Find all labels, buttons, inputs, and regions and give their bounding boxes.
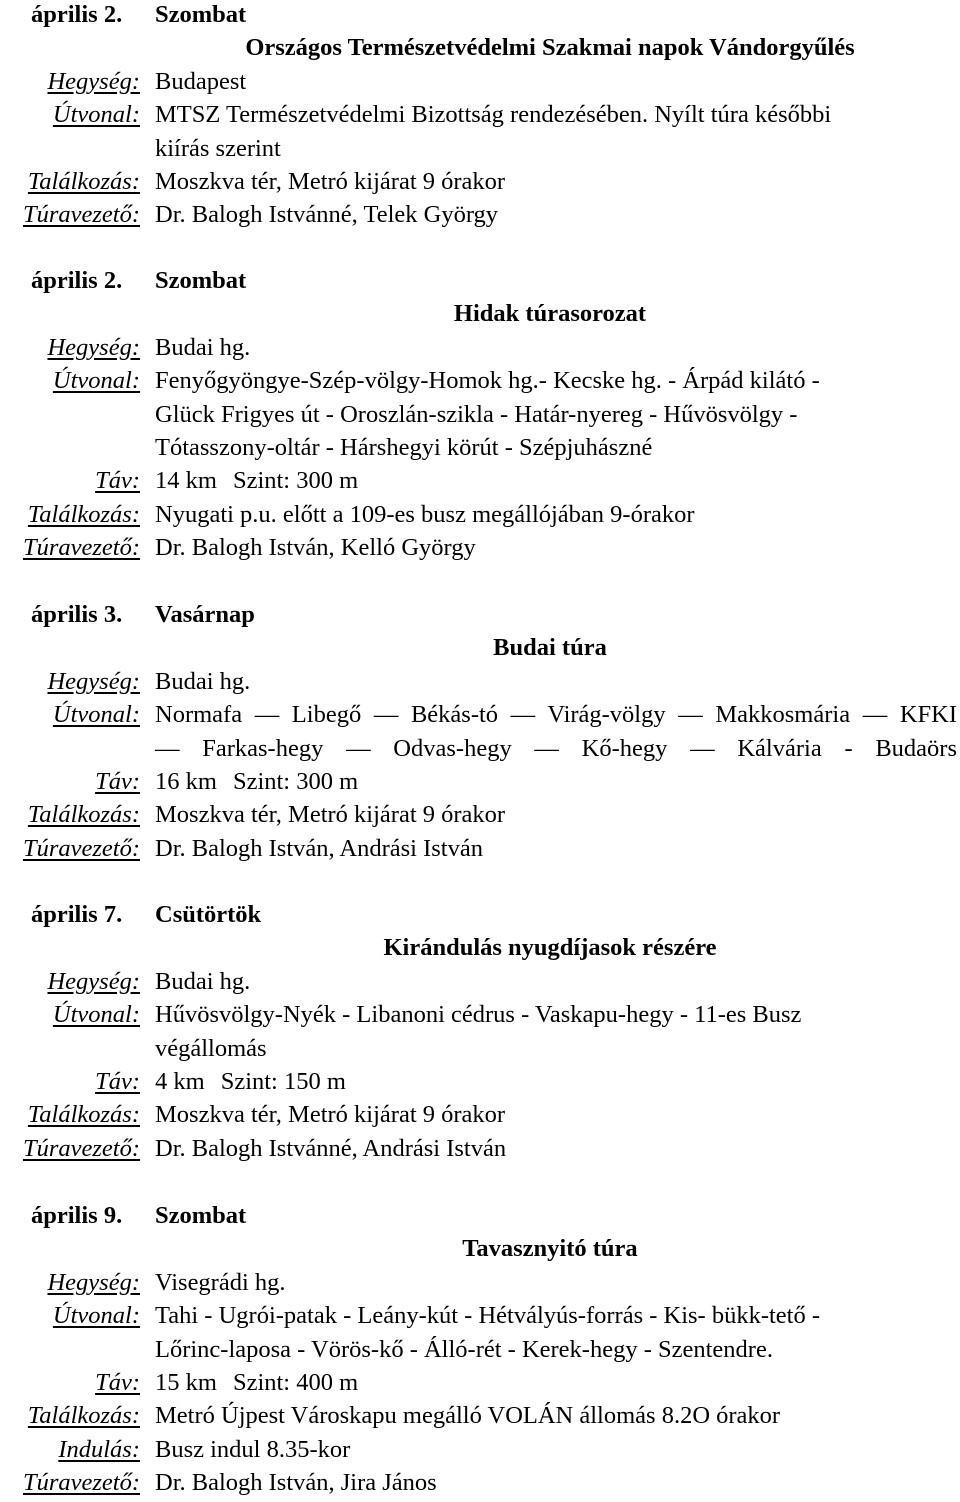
field-value: Dr. Balogh Istvánné, Andrási István [155,1134,507,1162]
field-value: Moszkva tér, Metró kijárat 9 órakor [155,801,506,829]
event-date-line [31,1201,247,1231]
event-title: Országos Természetvédelmi Szakmai napok Vándorgyűlés [245,34,855,62]
field-label: Túravezető: [22,201,140,229]
field-label: Túravezető: [22,1469,140,1497]
field-value: Visegrádi hg. [155,1268,286,1296]
field-value: Dr. Balogh Istvánné, Telek György [155,201,499,229]
elevation-level: Szint: 300 m [232,467,359,495]
event-date-line [31,266,247,296]
field-label: Találkozás: [27,168,140,195]
field-label: Hegység: [47,667,140,695]
field-label: Találkozás: [27,1402,140,1430]
field-label: Útvonal: [52,701,140,729]
event-title: Tavasznyitó túra [462,1235,638,1263]
field-label: Hegység: [47,333,140,361]
event-weekday: Vasárnap [155,601,255,628]
field-value: Normafa — Libegő — Békás-tó — Virág-völgy — Makkosmária — KFKI [155,701,957,729]
field-value: Budai hg. [155,667,251,695]
field-value: Tótasszony-oltár - Hárshegyi körút - Szépjuhászné [155,434,653,461]
event-date-line [31,900,262,930]
field-label: Találkozás: [27,1101,140,1129]
event-weekday: Szombat [155,1,247,28]
field-label: Táv: [95,1369,140,1396]
field-label: Indulás: [58,1435,140,1463]
field-label: Túravezető: [22,834,140,862]
field-value: Budai hg. [155,333,251,361]
event-date-line [31,0,247,30]
field-value: Moszkva tér, Metró kijárat 9 órakor [155,1101,506,1129]
field-value: Moszkva tér, Metró kijárat 9 órakor [155,168,506,195]
event-date-line [31,600,255,630]
event-weekday: Csütörtök [155,901,262,928]
field-value: Budai hg. [155,967,251,995]
field-value: Dr. Balogh István, Kelló György [155,534,476,562]
field-value: Fenyőgyöngye-Szép-völgy-Homok hg.- Kecske hg. - Árpád kilátó - [155,367,820,395]
field-label: Túravezető: [22,1134,140,1162]
field-value: kiírás szerint [155,134,281,162]
field-label: Túravezető: [22,534,140,562]
field-label: Útvonal: [52,1001,140,1029]
event-weekday: Szombat [155,267,247,294]
field-label: Táv: [95,768,140,795]
elevation-level: Szint: 300 m [232,768,359,795]
field-label: Táv: [95,1068,140,1095]
event-date: április 7. [31,901,123,928]
field-label: Útvonal: [52,1302,140,1330]
field-value: Dr. Balogh István, Jira János [155,1469,437,1497]
field-value: Lőrinc-laposa - Vörös-kő - Álló-rét - Kerek-hegy - Szentendre. [155,1335,773,1363]
field-label: Útvonal: [52,101,140,129]
field-value: Glück Frigyes út - Oroszlán-szikla - Határ-nyereg - Hűvösvölgy - [155,400,798,428]
distance-km: 14 km [155,467,217,495]
elevation-level: Szint: 150 m [220,1068,346,1095]
field-label: Útvonal: [52,367,140,395]
field-value: Tahi - Ugrói-patak - Leány-kút - Hétvályús-forrás - Kis- bükk-tető - [155,1302,821,1330]
event-date: április 3. [31,601,123,628]
distance-km: 15 km [155,1369,217,1396]
distance-value [155,1067,346,1097]
field-value: — Farkas-hegy — Odvas-hegy — Kő-hegy — Kálvária - Budaörs [155,734,957,762]
field-label: Találkozás: [27,801,140,829]
distance-km: 16 km [155,768,217,795]
field-label: Hegység: [47,67,140,95]
field-value: Nyugati p.u. előtt a 109-es busz megállójában 9-órakor [155,500,695,528]
field-value: Hűvösvölgy-Nyék - Libanoni cédrus - Vaskapu-hegy - 11-es Busz [155,1001,802,1029]
field-label: Táv: [95,467,140,495]
event-title: Budai túra [493,634,607,662]
event-date: április 9. [31,1202,123,1229]
field-value: MTSZ Természetvédelmi Bizottság rendezésében. Nyílt túra későbbi [155,101,832,129]
field-value: Busz indul 8.35-kor [155,1435,351,1463]
field-value: Metró Újpest Városkapu megálló VOLÁN állomás 8.2O órakor [155,1402,781,1430]
distance-value [155,767,358,797]
distance-value [155,466,358,496]
field-value: Budapest [155,67,247,95]
field-label: Hegység: [47,1268,140,1296]
field-label: Hegység: [47,967,140,995]
field-value: végállomás [155,1034,267,1062]
field-label: Találkozás: [27,500,140,528]
event-date: április 2. [31,1,123,28]
distance-km: 4 km [155,1068,205,1095]
event-title: Kirándulás nyugdíjasok részére [383,934,717,962]
elevation-level: Szint: 400 m [232,1369,359,1396]
field-value: Dr. Balogh István, Andrási István [155,834,483,862]
event-date: április 2. [31,267,123,294]
event-weekday: Szombat [155,1202,247,1229]
event-title: Hidak túrasorozat [453,300,647,328]
distance-value [155,1368,358,1398]
